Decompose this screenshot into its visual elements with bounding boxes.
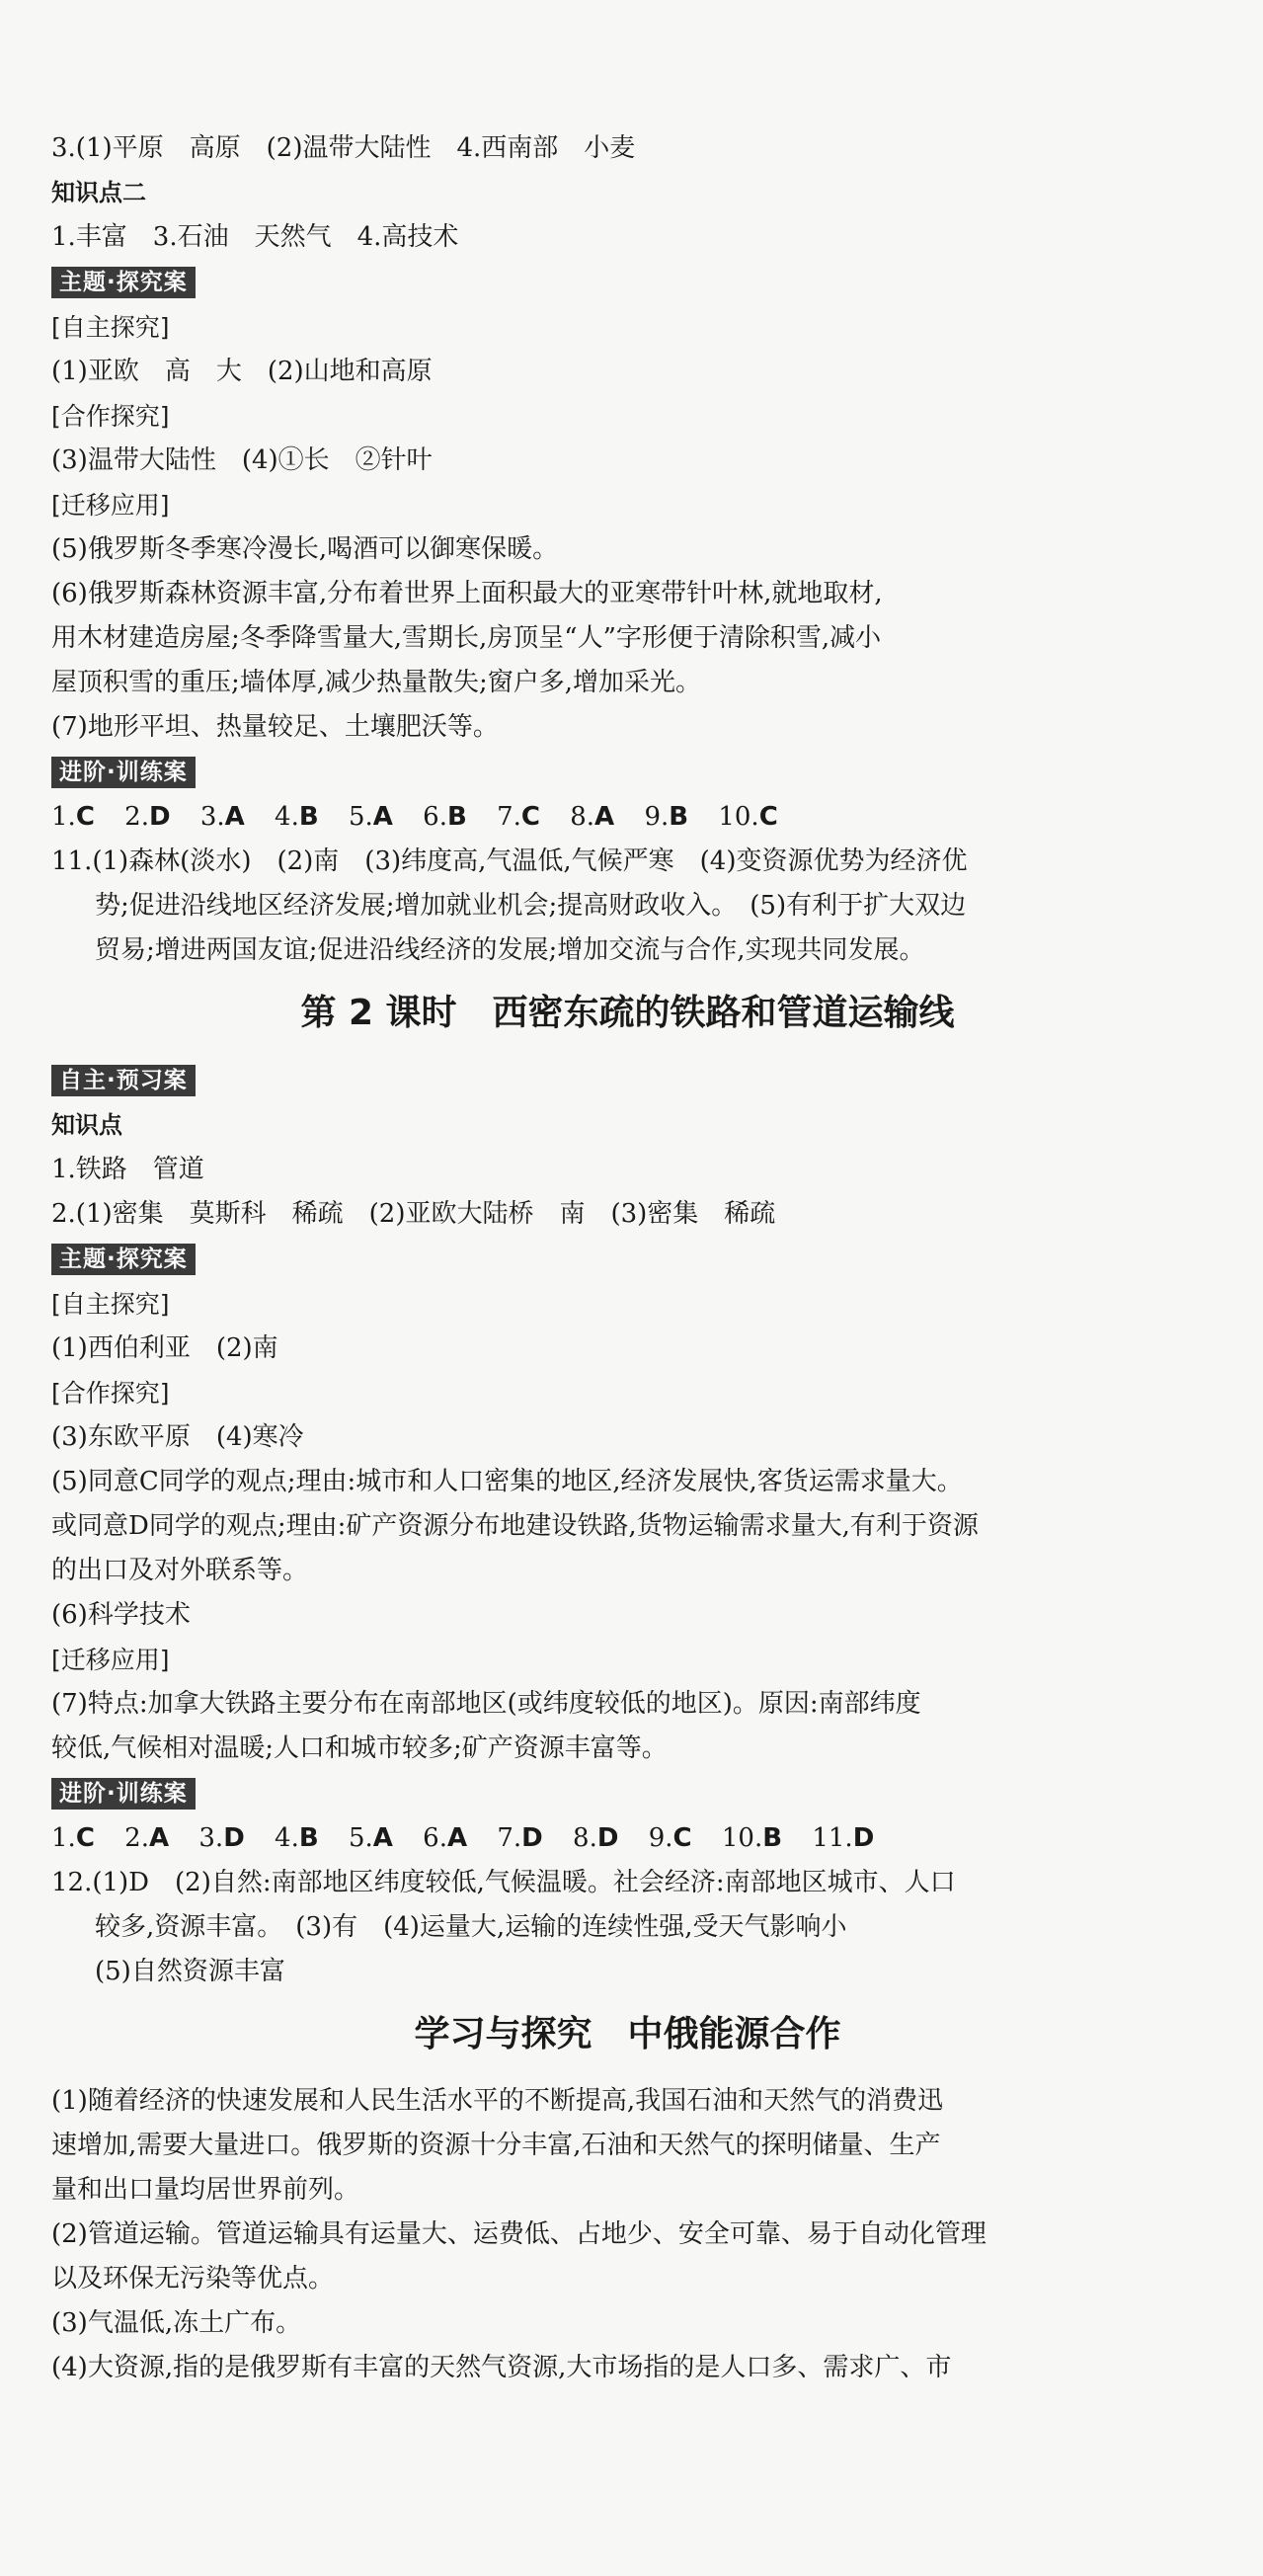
- study-heading: 学习与探究 中俄能源合作: [414, 2014, 841, 2054]
- lesson-heading: 第 2 课时 西密东疏的铁路和管道运输线: [300, 993, 955, 1033]
- answer-line: 势;促进沿线地区经济发展;增加就业机会;提高财政收入。 (5)有利于扩大双边: [95, 891, 967, 921]
- choice-answer: 5.A: [348, 802, 393, 832]
- answer-line: 用木材建造房屋;冬季降雪量大,雪期长,房顶呈“人”字形便于清除积雪,减小: [51, 623, 882, 653]
- choice-answer: 6.B: [423, 802, 467, 832]
- answer-line: (1)随着经济的快速发展和人民生活水平的不断提高,我国石油和天然气的消费迅: [51, 2086, 944, 2116]
- answer-line: 贸易;增进两国友谊;促进沿线经济的发展;增加交流与合作,实现共同发展。: [95, 935, 925, 965]
- choice-answer: 3.D: [198, 1823, 245, 1853]
- subsection-label: [自主探究]: [51, 1290, 170, 1319]
- answer-line: (7)特点:加拿大铁路主要分布在南部地区(或纬度较低的地区)。原因:南部纬度: [51, 1689, 921, 1719]
- answer-line: 较低,气候相对温暖;人口和城市较多;矿产资源丰富等。: [51, 1733, 668, 1763]
- choice-answer: 9.B: [644, 802, 689, 832]
- answer-line: 12.(1)D (2)自然:南部地区纬度较低,气候温暖。社会经济:南部地区城市、人口: [51, 1868, 956, 1897]
- answer-line: 或同意D同学的观点;理由:矿产资源分布地建设铁路,货物运输需求量大,有利于资源: [51, 1511, 979, 1541]
- answer-line: (3)东欧平原 (4)寒冷: [51, 1422, 304, 1452]
- answer-line: 11.(1)森林(淡水) (2)南 (3)纬度高,气温低,气候严寒 (4)变资源优势为经济优: [51, 846, 968, 876]
- answer-line: 1.铁路 管道: [51, 1155, 204, 1184]
- subsection-label: [合作探究]: [51, 1379, 170, 1408]
- choice-answer: 3.A: [199, 802, 245, 832]
- answer-line: (1)亚欧 高 大 (2)山地和高原: [51, 357, 433, 386]
- answer-line: (2)管道运输。管道运输具有运量大、运费低、占地少、安全可靠、易于自动化管理: [51, 2219, 987, 2249]
- answer-line: (6)科学技术: [51, 1600, 191, 1630]
- answer-line: 屋顶积雪的重压;墙体厚,减少热量散失;窗户多,增加采光。: [51, 668, 702, 697]
- section-badge: 进阶·训练案: [51, 1778, 196, 1810]
- choice-answer: 4.B: [275, 1823, 319, 1853]
- subsection-label: [自主探究]: [51, 313, 170, 342]
- choice-answer: 1.C: [51, 802, 95, 832]
- choice-answer: 2.D: [124, 802, 171, 832]
- section-badge: 自主·预习案: [51, 1065, 196, 1096]
- answer-line: 3.(1)平原 高原 (2)温带大陆性 4.西南部 小麦: [51, 133, 636, 163]
- choice-answer: 6.A: [423, 1823, 468, 1853]
- answer-line: (3)气温低,冻土广布。: [51, 2308, 302, 2338]
- answer-line: 1.丰富 3.石油 天然气 4.高技术: [51, 222, 459, 252]
- section-badge: 主题·探究案: [51, 267, 196, 298]
- choice-answer: 10.B: [721, 1823, 783, 1853]
- subsection-label: [迁移应用]: [51, 1646, 170, 1674]
- answer-line: (1)西伯利亚 (2)南: [51, 1333, 278, 1363]
- answer-line: 速增加,需要大量进口。俄罗斯的资源十分丰富,石油和天然气的探明储量、生产: [51, 2131, 941, 2160]
- section-badge: 主题·探究案: [51, 1244, 196, 1275]
- answer-line: (6)俄罗斯森林资源丰富,分布着世界上面积最大的亚寒带针叶林,就地取材,: [51, 579, 883, 608]
- subsection-label: [迁移应用]: [51, 491, 170, 520]
- answer-line: (4)大资源,指的是俄罗斯有丰富的天然气资源,大市场指的是人口多、需求广、市: [51, 2353, 952, 2382]
- choice-answer: 4.B: [275, 802, 319, 832]
- answer-line: (3)温带大陆性 (4)①长 ②针叶: [51, 445, 433, 475]
- choice-answer: 9.C: [648, 1823, 692, 1853]
- choice-answers-row: [51, 1816, 1204, 1861]
- answer-line: 2.(1)密集 莫斯科 稀疏 (2)亚欧大陆桥 南 (3)密集 稀疏: [51, 1199, 776, 1229]
- answer-line: (7)地形平坦、热量较足、土壤肥沃等。: [51, 712, 499, 742]
- answer-line: 以及环保无污染等优点。: [51, 2264, 335, 2294]
- choice-answer: 1.C: [51, 1823, 95, 1853]
- knowledge-point-heading: 知识点: [51, 1111, 122, 1139]
- choice-answer: 2.A: [124, 1823, 170, 1853]
- choice-answer: 8.D: [573, 1823, 619, 1853]
- choice-answer: 11.D: [812, 1823, 875, 1853]
- choice-answer: 8.A: [570, 802, 615, 832]
- choice-answer: 10.C: [718, 802, 778, 832]
- answer-line: (5)同意C同学的观点;理由:城市和人口密集的地区,经济发展快,客货运需求量大。: [51, 1467, 963, 1496]
- choice-answer: 5.A: [348, 1823, 393, 1853]
- answer-line: 的出口及对外联系等。: [51, 1556, 309, 1585]
- choice-answer: 7.D: [497, 1823, 543, 1853]
- answer-line: 较多,资源丰富。 (3)有 (4)运量大,运输的连续性强,受天气影响小: [95, 1912, 847, 1942]
- subsection-label: [合作探究]: [51, 402, 170, 431]
- choice-answer: 7.C: [497, 802, 540, 832]
- choice-answers-row: [51, 795, 1204, 840]
- answer-line: (5)俄罗斯冬季寒冷漫长,喝酒可以御寒保暖。: [51, 534, 559, 564]
- section-badge: 进阶·训练案: [51, 757, 196, 788]
- answer-line: (5)自然资源丰富: [95, 1957, 285, 1986]
- knowledge-point-heading: 知识点二: [51, 179, 146, 206]
- answer-line: 量和出口量均居世界前列。: [51, 2175, 360, 2205]
